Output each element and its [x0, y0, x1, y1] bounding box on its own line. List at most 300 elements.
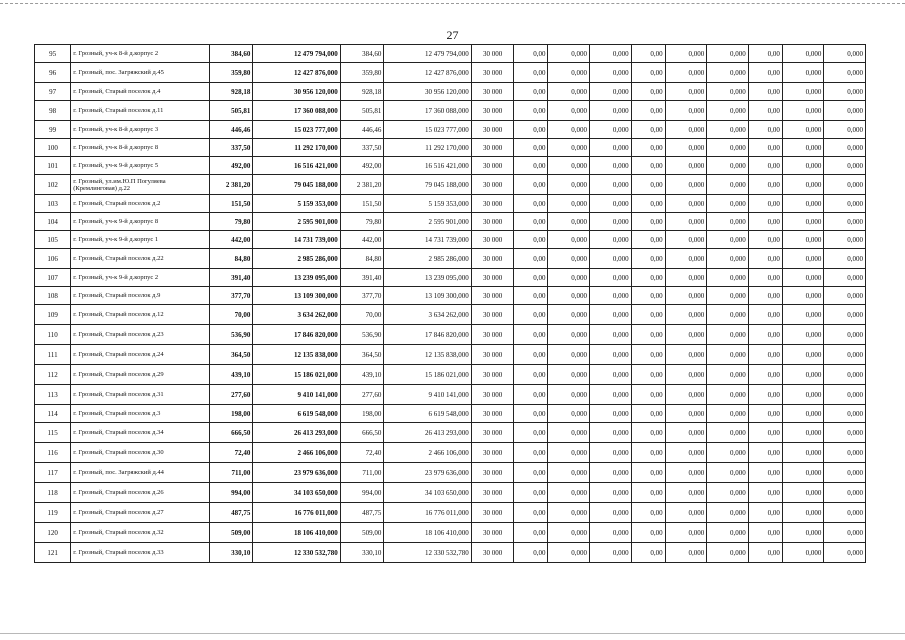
cost-repeat-cell: 12 427 876,000: [384, 63, 471, 83]
zero-value-cell: 0,000: [707, 463, 749, 483]
area-cell: 72,40: [209, 443, 253, 463]
cost-repeat-cell: 30 956 120,000: [384, 83, 471, 101]
rate-cell: 30 000: [471, 503, 514, 523]
zero-value-cell: 0,000: [707, 175, 749, 195]
zero-value-cell: 0,00: [631, 325, 665, 345]
address-cell: г. Грозный, Старый поселок д.23: [71, 325, 210, 345]
zero-value-cell: 0,000: [707, 249, 749, 269]
cost-cell: 2 595 901,000: [253, 213, 340, 231]
area-repeat-cell: 439,10: [340, 365, 384, 385]
cost-cell: 13 239 095,000: [253, 269, 340, 287]
zero-value-cell: 0,000: [782, 121, 824, 139]
area-repeat-cell: 72,40: [340, 443, 384, 463]
zero-value-cell: 0,000: [707, 195, 749, 213]
zero-value-cell: 0,00: [514, 543, 548, 563]
address-cell: г. Грозный, Старый поселок д.27: [71, 503, 210, 523]
housing-registry-table: [34, 44, 866, 563]
table-row: [35, 157, 866, 175]
rate-cell: 30 000: [471, 249, 514, 269]
table-row: [35, 101, 866, 121]
area-cell: 84,80: [209, 249, 253, 269]
cost-repeat-cell: 18 106 410,000: [384, 523, 471, 543]
table-row: [35, 287, 866, 305]
cost-cell: 9 410 141,000: [253, 385, 340, 405]
zero-value-cell: 0,000: [548, 423, 590, 443]
zero-value-cell: 0,000: [548, 365, 590, 385]
zero-value-cell: 0,00: [514, 503, 548, 523]
row-number-cell: 109: [35, 305, 71, 325]
zero-value-cell: 0,000: [548, 63, 590, 83]
address-cell: г. Грозный, уч-к 9-й д.корпус 8: [71, 213, 210, 231]
zero-value-cell: 0,000: [590, 385, 632, 405]
zero-value-cell: 0,00: [748, 269, 782, 287]
zero-value-cell: 0,00: [631, 83, 665, 101]
table-row: [35, 325, 866, 345]
table-row: [35, 139, 866, 157]
area-repeat-cell: 492,00: [340, 157, 384, 175]
zero-value-cell: 0,00: [631, 213, 665, 231]
zero-value-cell: 0,000: [590, 483, 632, 503]
cost-cell: 12 330 532,780: [253, 543, 340, 563]
zero-value-cell: 0,000: [590, 405, 632, 423]
rate-cell: 30 000: [471, 443, 514, 463]
zero-value-cell: 0,000: [548, 385, 590, 405]
table-row: [35, 443, 866, 463]
zero-value-cell: 0,000: [590, 101, 632, 121]
zero-value-cell: 0,000: [548, 231, 590, 249]
zero-value-cell: 0,00: [631, 483, 665, 503]
zero-value-cell: 0,000: [665, 405, 707, 423]
cost-cell: 34 103 650,000: [253, 483, 340, 503]
rate-cell: 30 000: [471, 231, 514, 249]
zero-value-cell: 0,000: [707, 231, 749, 249]
area-repeat-cell: 442,00: [340, 231, 384, 249]
cost-cell: 17 360 088,000: [253, 101, 340, 121]
rate-cell: 30 000: [471, 405, 514, 423]
zero-value-cell: 0,000: [824, 543, 866, 563]
cost-cell: 18 106 410,000: [253, 523, 340, 543]
zero-value-cell: 0,000: [665, 365, 707, 385]
area-cell: 711,00: [209, 463, 253, 483]
row-number-cell: 102: [35, 175, 71, 195]
zero-value-cell: 0,000: [782, 423, 824, 443]
table-row: [35, 405, 866, 423]
zero-value-cell: 0,00: [631, 443, 665, 463]
zero-value-cell: 0,000: [824, 365, 866, 385]
zero-value-cell: 0,000: [590, 463, 632, 483]
cost-repeat-cell: 13 109 300,000: [384, 287, 471, 305]
zero-value-cell: 0,000: [665, 195, 707, 213]
zero-value-cell: 0,000: [824, 463, 866, 483]
zero-value-cell: 0,000: [707, 543, 749, 563]
zero-value-cell: 0,00: [748, 157, 782, 175]
zero-value-cell: 0,000: [824, 139, 866, 157]
rate-cell: 30 000: [471, 157, 514, 175]
zero-value-cell: 0,000: [590, 443, 632, 463]
rate-cell: 30 000: [471, 83, 514, 101]
zero-value-cell: 0,000: [590, 231, 632, 249]
zero-value-cell: 0,000: [548, 139, 590, 157]
cost-repeat-cell: 26 413 293,000: [384, 423, 471, 443]
zero-value-cell: 0,000: [707, 503, 749, 523]
zero-value-cell: 0,000: [824, 195, 866, 213]
zero-value-cell: 0,00: [514, 345, 548, 365]
address-cell: г. Грозный, Старый поселок д.2: [71, 195, 210, 213]
rate-cell: 30 000: [471, 213, 514, 231]
address-cell: г. Грозный, Старый поселок д.29: [71, 365, 210, 385]
cost-cell: 16 516 421,000: [253, 157, 340, 175]
zero-value-cell: 0,00: [748, 195, 782, 213]
zero-value-cell: 0,00: [514, 305, 548, 325]
table-row: [35, 543, 866, 563]
zero-value-cell: 0,000: [782, 443, 824, 463]
zero-value-cell: 0,00: [514, 231, 548, 249]
zero-value-cell: 0,000: [548, 405, 590, 423]
zero-value-cell: 0,000: [665, 157, 707, 175]
cost-cell: 12 479 794,000: [253, 45, 340, 63]
zero-value-cell: 0,000: [665, 269, 707, 287]
zero-value-cell: 0,00: [631, 175, 665, 195]
row-number-cell: 95: [35, 45, 71, 63]
cost-cell: 16 776 011,000: [253, 503, 340, 523]
address-cell: г. Грозный, Старый поселок д.31: [71, 385, 210, 405]
cost-cell: 3 634 262,000: [253, 305, 340, 325]
cost-repeat-cell: 5 159 353,000: [384, 195, 471, 213]
scan-edge-top: [0, 3, 905, 4]
zero-value-cell: 0,000: [824, 157, 866, 175]
area-cell: 198,00: [209, 405, 253, 423]
row-number-cell: 112: [35, 365, 71, 385]
address-cell: г. Грозный, Старый поселок д.12: [71, 305, 210, 325]
row-number-cell: 105: [35, 231, 71, 249]
zero-value-cell: 0,000: [548, 463, 590, 483]
area-repeat-cell: 536,90: [340, 325, 384, 345]
table-row: [35, 249, 866, 269]
area-repeat-cell: 505,81: [340, 101, 384, 121]
zero-value-cell: 0,000: [824, 483, 866, 503]
zero-value-cell: 0,000: [665, 523, 707, 543]
cost-repeat-cell: 3 634 262,000: [384, 305, 471, 325]
zero-value-cell: 0,000: [548, 83, 590, 101]
zero-value-cell: 0,000: [707, 345, 749, 365]
zero-value-cell: 0,00: [631, 503, 665, 523]
zero-value-cell: 0,000: [548, 249, 590, 269]
cost-cell: 13 109 300,000: [253, 287, 340, 305]
zero-value-cell: 0,000: [665, 463, 707, 483]
page-number: 27: [446, 28, 459, 42]
row-number-cell: 119: [35, 503, 71, 523]
cost-repeat-cell: 79 045 188,000: [384, 175, 471, 195]
zero-value-cell: 0,000: [824, 269, 866, 287]
cost-repeat-cell: 14 731 739,000: [384, 231, 471, 249]
zero-value-cell: 0,000: [782, 523, 824, 543]
area-cell: 2 381,20: [209, 175, 253, 195]
table-row: [35, 463, 866, 483]
zero-value-cell: 0,000: [590, 543, 632, 563]
cost-cell: 14 731 739,000: [253, 231, 340, 249]
area-cell: 377,70: [209, 287, 253, 305]
address-cell: г. Грозный, Старый поселок д.4: [71, 83, 210, 101]
area-cell: 492,00: [209, 157, 253, 175]
address-cell: г. Грозный, Старый поселок д.11: [71, 101, 210, 121]
zero-value-cell: 0,000: [548, 101, 590, 121]
zero-value-cell: 0,000: [782, 463, 824, 483]
zero-value-cell: 0,00: [631, 269, 665, 287]
area-repeat-cell: 446,46: [340, 121, 384, 139]
zero-value-cell: 0,000: [707, 269, 749, 287]
zero-value-cell: 0,00: [748, 463, 782, 483]
area-repeat-cell: 487,75: [340, 503, 384, 523]
zero-value-cell: 0,000: [548, 305, 590, 325]
rate-cell: 30 000: [471, 345, 514, 365]
zero-value-cell: 0,000: [590, 249, 632, 269]
zero-value-cell: 0,00: [514, 365, 548, 385]
zero-value-cell: 0,000: [665, 175, 707, 195]
zero-value-cell: 0,000: [707, 45, 749, 63]
zero-value-cell: 0,000: [824, 121, 866, 139]
zero-value-cell: 0,00: [514, 195, 548, 213]
zero-value-cell: 0,000: [548, 157, 590, 175]
zero-value-cell: 0,000: [548, 345, 590, 365]
row-number-cell: 113: [35, 385, 71, 405]
rate-cell: 30 000: [471, 63, 514, 83]
table-row: [35, 121, 866, 139]
zero-value-cell: 0,00: [748, 83, 782, 101]
zero-value-cell: 0,000: [824, 231, 866, 249]
zero-value-cell: 0,00: [514, 83, 548, 101]
rate-cell: 30 000: [471, 269, 514, 287]
area-cell: 151,50: [209, 195, 253, 213]
row-number-cell: 117: [35, 463, 71, 483]
row-number-cell: 107: [35, 269, 71, 287]
zero-value-cell: 0,000: [824, 345, 866, 365]
zero-value-cell: 0,00: [514, 175, 548, 195]
zero-value-cell: 0,00: [748, 231, 782, 249]
zero-value-cell: 0,00: [514, 443, 548, 463]
zero-value-cell: 0,000: [665, 121, 707, 139]
address-cell: г. Грозный, пос. Загряжский д.45: [71, 63, 210, 83]
rate-cell: 30 000: [471, 463, 514, 483]
cost-repeat-cell: 2 466 106,000: [384, 443, 471, 463]
cost-repeat-cell: 16 776 011,000: [384, 503, 471, 523]
zero-value-cell: 0,00: [514, 121, 548, 139]
area-repeat-cell: 994,00: [340, 483, 384, 503]
zero-value-cell: 0,000: [782, 157, 824, 175]
area-repeat-cell: 330,10: [340, 543, 384, 563]
rate-cell: 30 000: [471, 195, 514, 213]
zero-value-cell: 0,00: [631, 405, 665, 423]
rate-cell: 30 000: [471, 523, 514, 543]
area-cell: 277,60: [209, 385, 253, 405]
zero-value-cell: 0,000: [590, 287, 632, 305]
zero-value-cell: 0,000: [665, 45, 707, 63]
zero-value-cell: 0,00: [514, 287, 548, 305]
zero-value-cell: 0,00: [514, 483, 548, 503]
zero-value-cell: 0,000: [782, 345, 824, 365]
zero-value-cell: 0,000: [707, 139, 749, 157]
zero-value-cell: 0,00: [631, 157, 665, 175]
area-cell: 505,81: [209, 101, 253, 121]
zero-value-cell: 0,000: [707, 523, 749, 543]
table-row: [35, 45, 866, 63]
row-number-cell: 100: [35, 139, 71, 157]
zero-value-cell: 0,00: [631, 121, 665, 139]
address-cell: г. Грозный, уч-к 9-й д.корпус 1: [71, 231, 210, 249]
area-repeat-cell: 79,80: [340, 213, 384, 231]
area-repeat-cell: 151,50: [340, 195, 384, 213]
zero-value-cell: 0,000: [782, 175, 824, 195]
cost-repeat-cell: 17 360 088,000: [384, 101, 471, 121]
zero-value-cell: 0,000: [824, 63, 866, 83]
cost-repeat-cell: 2 985 286,000: [384, 249, 471, 269]
zero-value-cell: 0,000: [824, 523, 866, 543]
area-repeat-cell: 666,50: [340, 423, 384, 443]
zero-value-cell: 0,00: [748, 365, 782, 385]
cost-repeat-cell: 12 135 838,000: [384, 345, 471, 365]
address-cell: г. Грозный, Старый поселок д.3: [71, 405, 210, 423]
zero-value-cell: 0,000: [782, 83, 824, 101]
zero-value-cell: 0,000: [782, 195, 824, 213]
zero-value-cell: 0,000: [782, 385, 824, 405]
zero-value-cell: 0,000: [548, 195, 590, 213]
area-repeat-cell: 391,40: [340, 269, 384, 287]
cost-cell: 15 186 021,000: [253, 365, 340, 385]
zero-value-cell: 0,000: [707, 101, 749, 121]
zero-value-cell: 0,000: [782, 483, 824, 503]
rate-cell: 30 000: [471, 139, 514, 157]
table-row: [35, 503, 866, 523]
cost-repeat-cell: 12 330 532,780: [384, 543, 471, 563]
row-number-cell: 111: [35, 345, 71, 365]
area-cell: 391,40: [209, 269, 253, 287]
zero-value-cell: 0,000: [590, 63, 632, 83]
zero-value-cell: 0,00: [748, 45, 782, 63]
zero-value-cell: 0,00: [631, 385, 665, 405]
zero-value-cell: 0,00: [748, 345, 782, 365]
zero-value-cell: 0,000: [665, 503, 707, 523]
zero-value-cell: 0,000: [782, 543, 824, 563]
address-cell: г. Грозный, Старый поселок д.30: [71, 443, 210, 463]
rate-cell: 30 000: [471, 101, 514, 121]
address-cell: г. Грозный, ул.им.Ю.П Погуляева (Кремлинговая) д.22: [71, 175, 210, 195]
address-cell: г. Грозный, Старый поселок д.33: [71, 543, 210, 563]
zero-value-cell: 0,00: [631, 305, 665, 325]
zero-value-cell: 0,000: [548, 325, 590, 345]
address-cell: г. Грозный, Старый поселок д.24: [71, 345, 210, 365]
zero-value-cell: 0,000: [590, 157, 632, 175]
zero-value-cell: 0,00: [631, 231, 665, 249]
zero-value-cell: 0,000: [707, 157, 749, 175]
area-repeat-cell: 384,60: [340, 45, 384, 63]
cost-cell: 15 023 777,000: [253, 121, 340, 139]
zero-value-cell: 0,00: [748, 139, 782, 157]
zero-value-cell: 0,000: [824, 101, 866, 121]
zero-value-cell: 0,00: [631, 63, 665, 83]
zero-value-cell: 0,00: [748, 543, 782, 563]
table-row: [35, 385, 866, 405]
cost-repeat-cell: 17 846 820,000: [384, 325, 471, 345]
rate-cell: 30 000: [471, 45, 514, 63]
zero-value-cell: 0,000: [782, 45, 824, 63]
zero-value-cell: 0,000: [590, 213, 632, 231]
zero-value-cell: 0,00: [631, 139, 665, 157]
zero-value-cell: 0,00: [514, 101, 548, 121]
zero-value-cell: 0,000: [590, 503, 632, 523]
row-number-cell: 98: [35, 101, 71, 121]
zero-value-cell: 0,000: [590, 523, 632, 543]
zero-value-cell: 0,000: [707, 365, 749, 385]
cost-repeat-cell: 15 186 021,000: [384, 365, 471, 385]
cost-repeat-cell: 6 619 548,000: [384, 405, 471, 423]
zero-value-cell: 0,000: [824, 325, 866, 345]
zero-value-cell: 0,00: [748, 523, 782, 543]
address-cell: г. Грозный, уч-к 9-й д.корпус 5: [71, 157, 210, 175]
zero-value-cell: 0,000: [707, 423, 749, 443]
zero-value-cell: 0,000: [665, 423, 707, 443]
area-cell: 439,10: [209, 365, 253, 385]
zero-value-cell: 0,00: [748, 483, 782, 503]
table-row: [35, 269, 866, 287]
zero-value-cell: 0,000: [707, 287, 749, 305]
zero-value-cell: 0,000: [824, 385, 866, 405]
zero-value-cell: 0,000: [590, 305, 632, 325]
cost-cell: 2 466 106,000: [253, 443, 340, 463]
zero-value-cell: 0,000: [824, 213, 866, 231]
zero-value-cell: 0,000: [590, 121, 632, 139]
table-row: [35, 523, 866, 543]
zero-value-cell: 0,000: [707, 443, 749, 463]
area-repeat-cell: 359,80: [340, 63, 384, 83]
zero-value-cell: 0,000: [665, 231, 707, 249]
area-cell: 337,50: [209, 139, 253, 157]
zero-value-cell: 0,000: [590, 423, 632, 443]
area-repeat-cell: 337,50: [340, 139, 384, 157]
area-cell: 487,75: [209, 503, 253, 523]
rate-cell: 30 000: [471, 385, 514, 405]
row-number-cell: 114: [35, 405, 71, 423]
area-repeat-cell: 2 381,20: [340, 175, 384, 195]
zero-value-cell: 0,000: [665, 249, 707, 269]
zero-value-cell: 0,000: [824, 83, 866, 101]
zero-value-cell: 0,000: [782, 305, 824, 325]
zero-value-cell: 0,000: [665, 63, 707, 83]
zero-value-cell: 0,000: [548, 483, 590, 503]
address-cell: г. Грозный, Старый поселок д.22: [71, 249, 210, 269]
zero-value-cell: 0,000: [707, 83, 749, 101]
rate-cell: 30 000: [471, 365, 514, 385]
zero-value-cell: 0,00: [514, 463, 548, 483]
table-row: [35, 231, 866, 249]
zero-value-cell: 0,00: [631, 523, 665, 543]
area-cell: 384,60: [209, 45, 253, 63]
zero-value-cell: 0,000: [824, 287, 866, 305]
area-repeat-cell: 377,70: [340, 287, 384, 305]
row-number-cell: 106: [35, 249, 71, 269]
zero-value-cell: 0,000: [824, 405, 866, 423]
cost-repeat-cell: 15 023 777,000: [384, 121, 471, 139]
zero-value-cell: 0,00: [631, 101, 665, 121]
cost-repeat-cell: 2 595 901,000: [384, 213, 471, 231]
row-number-cell: 99: [35, 121, 71, 139]
zero-value-cell: 0,000: [707, 121, 749, 139]
zero-value-cell: 0,00: [748, 213, 782, 231]
cost-repeat-cell: 9 410 141,000: [384, 385, 471, 405]
zero-value-cell: 0,000: [665, 325, 707, 345]
table-row: [35, 423, 866, 443]
row-number-cell: 96: [35, 63, 71, 83]
zero-value-cell: 0,00: [514, 325, 548, 345]
registry-body: [35, 45, 866, 563]
